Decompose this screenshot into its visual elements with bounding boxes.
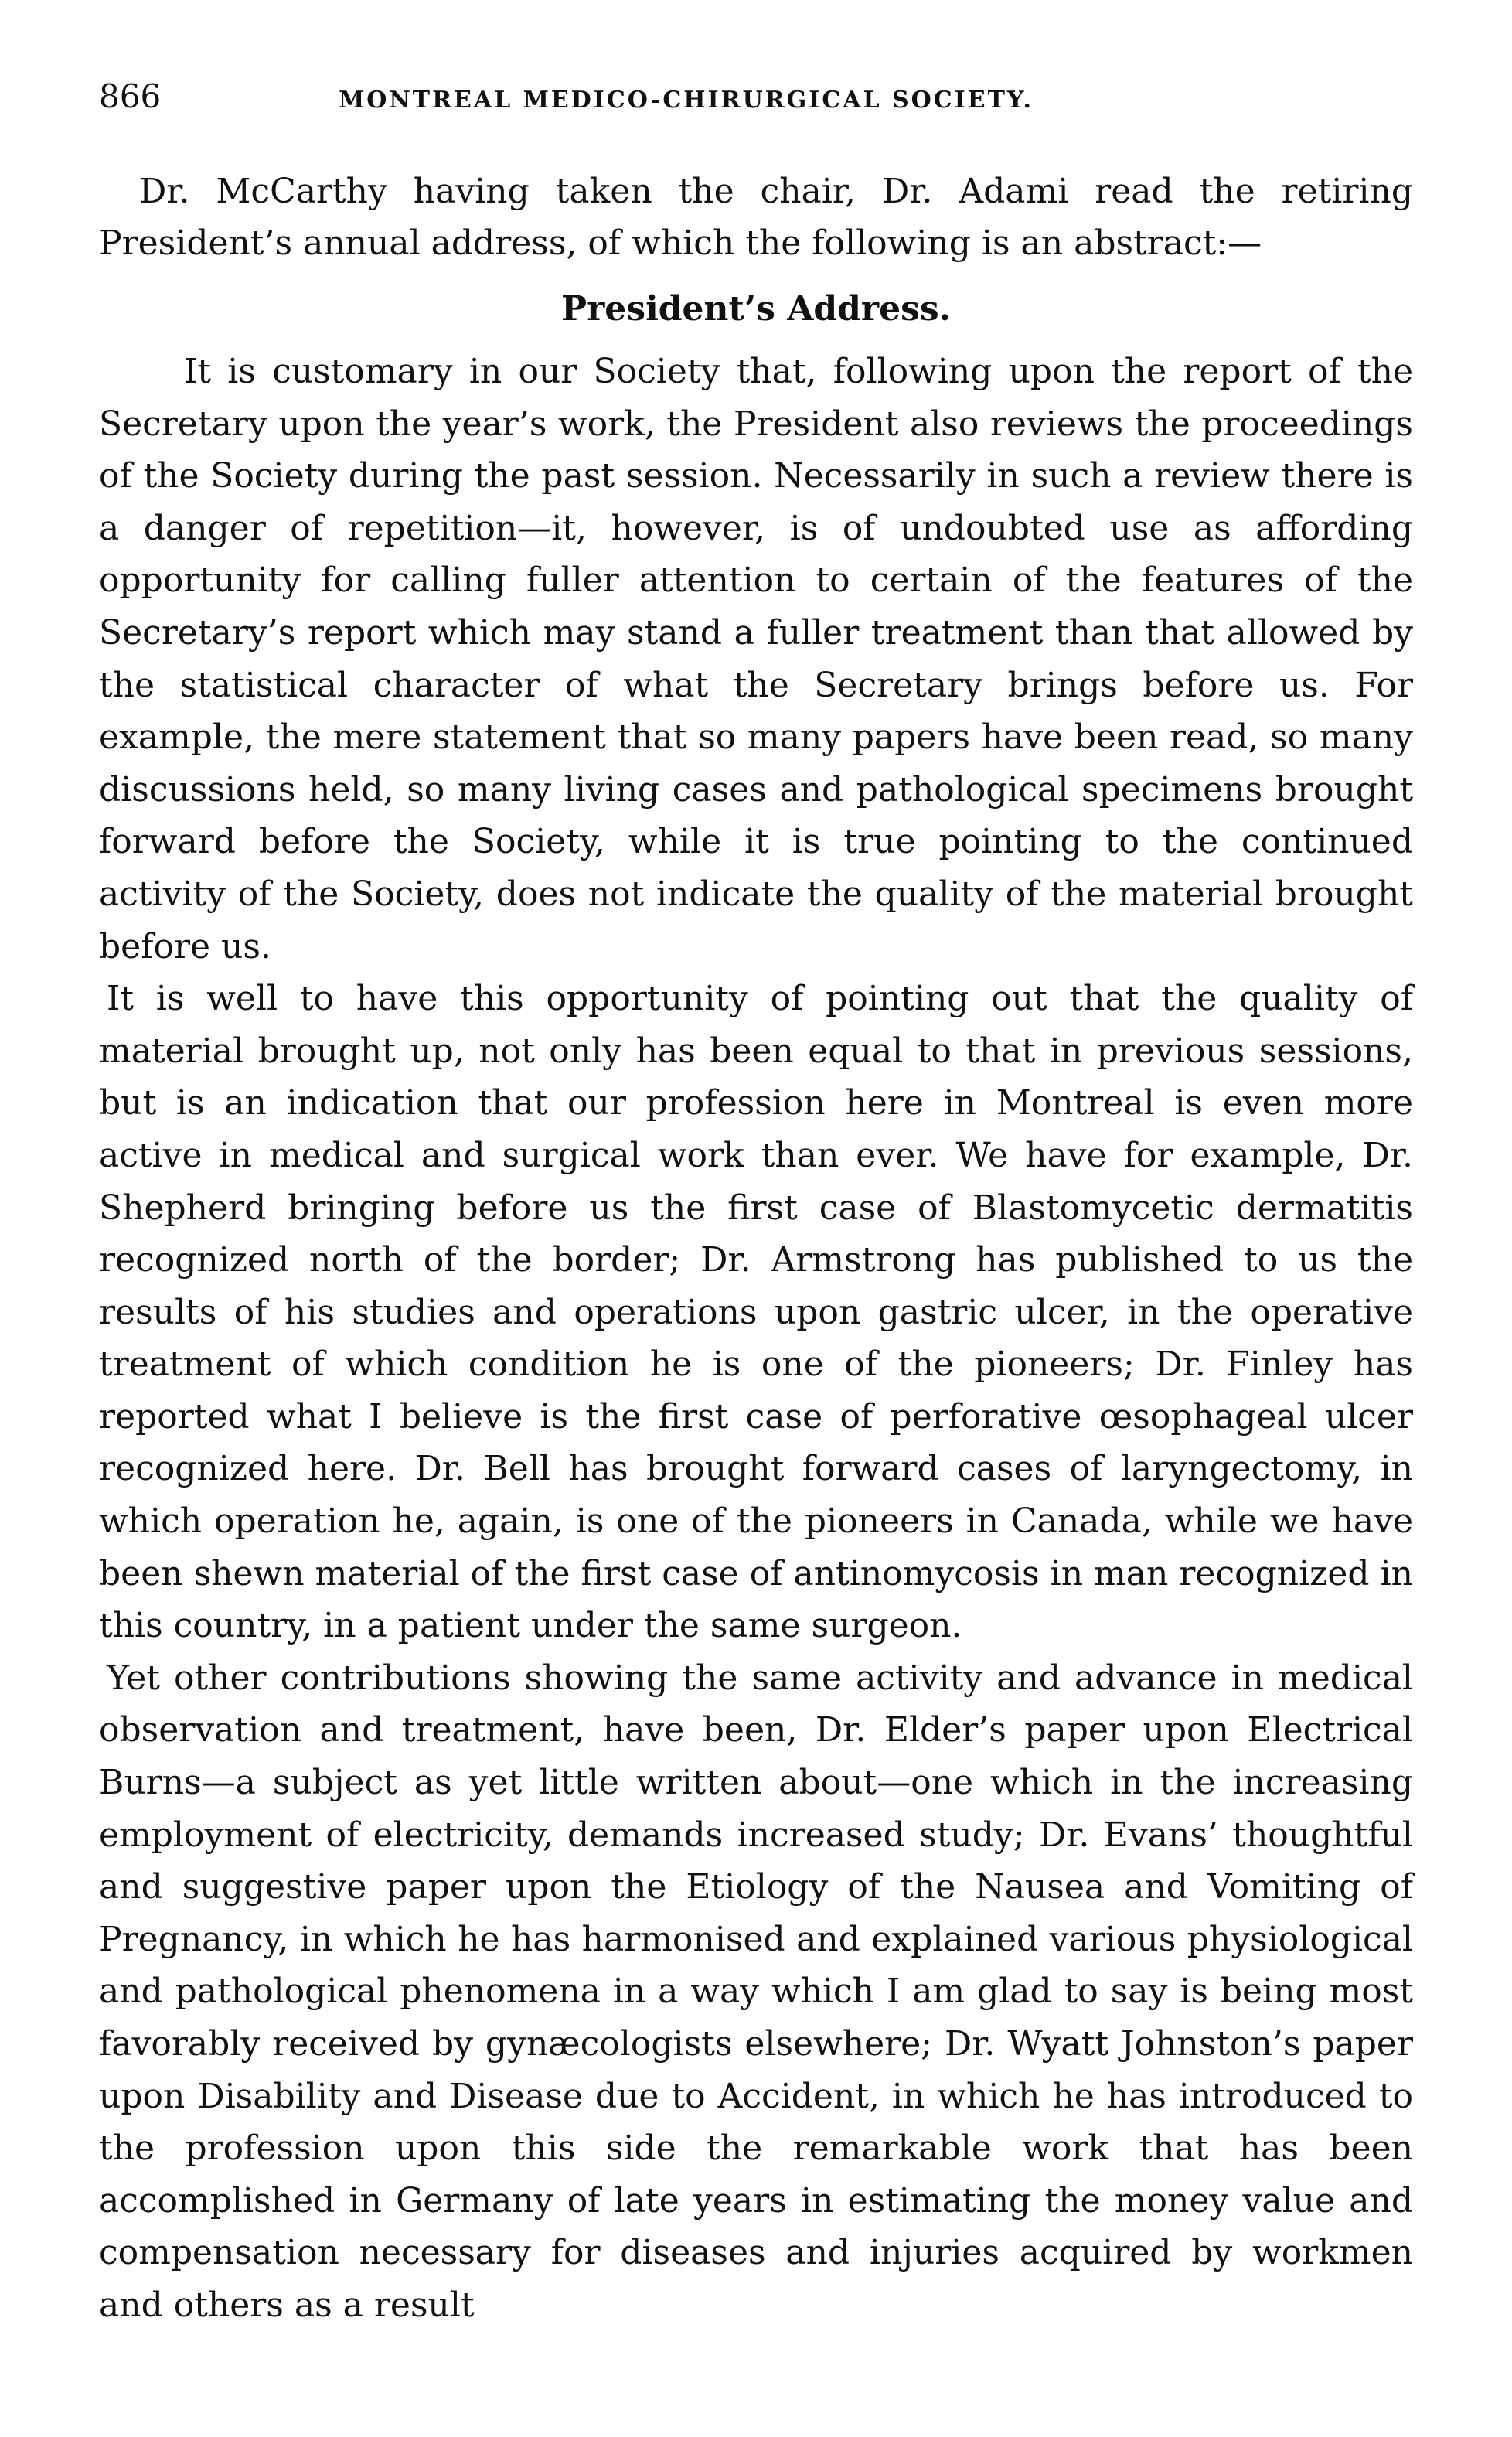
body-paragraph-3: Yet other contributions showing the same activity and advance in medical observation and treatment, have been, Dr. Elder’s paper upon Electrical Burns—a subject as yet little written about—one which in the increasing employment of electricity, demands increased study; Dr. Evans’ thoughtful and suggestive paper upon the Etiology of the Nausea and Vomiting of Pregnancy, in which he has harmonised and explained various physiological and pathological phenomena in a way which I am glad to say is being most favorably received by gynæcologists elsewhere; Dr. Wyatt Johnston’s paper upon Disability and Disease due to Accident, in which he has introduced to the profession upon this side the remarkable work that has been accomplished in Germany of late years in estimating the money value and compensation necessary for diseases and injuries acquired by workmen and others as a result [99,1658,1413,2325]
page-number: 866 [99,77,162,115]
intro-paragraph: Dr. McCarthy having taken the chair, Dr. Adami read the retiring President’s annual address, of which the following is an abstract:— [99,172,1413,263]
section-heading: President’s Address. [561,289,951,329]
running-title: MONTREAL MEDICO-CHIRURGICAL SOCIETY. [339,87,1034,114]
body-paragraph-2: It is well to have this opportunity of pointing out that the quality of material brought up, not only has been equal to that in previous sessions, but is an indication that our profession here in Montreal is even more active in medical and surgical work than ever. We have for example, Dr. Shepherd bringing before us the first case of Blastomycetic dermatitis recognized north of the border; Dr. Armstrong has published to us the results of his studies and operations upon gastric ulcer, in the operative treatment of which condition he is one of the pioneers; Dr. Finley has reported what I believe is the first case of perforative œsophageal ulcer recognized here. Dr. Bell has brought forward cases of laryngectomy, in which operation he, again, is one of the pioneers in Canada, while we have been shewn material of the first case of antinomycosis in man recognized in this country, in a patient under the same surgeon. [99,979,1413,1646]
running-head [99,77,1413,131]
body-paragraph-1: It is customary in our Society that, following upon the report of the Secretary upon the year’s work, the President also reviews the proceedings of the Society during the past session. Necessarily in such a review there is a danger of repetition—it, however, is of undoubted use as affording opportunity for calling fuller attention to certain of the features of the Secretary’s report which may stand a fuller treatment than that allowed by the statistical character of what the Secretary brings before us. For example, the mere statement that so many papers have been read, so many discussions held, so many living cases and pathological specimens brought forward before the Society, while it is true pointing to the continued activity of the Society, does not indicate the quality of the material brought before us. [99,352,1413,966]
book-page [99,77,1413,2332]
